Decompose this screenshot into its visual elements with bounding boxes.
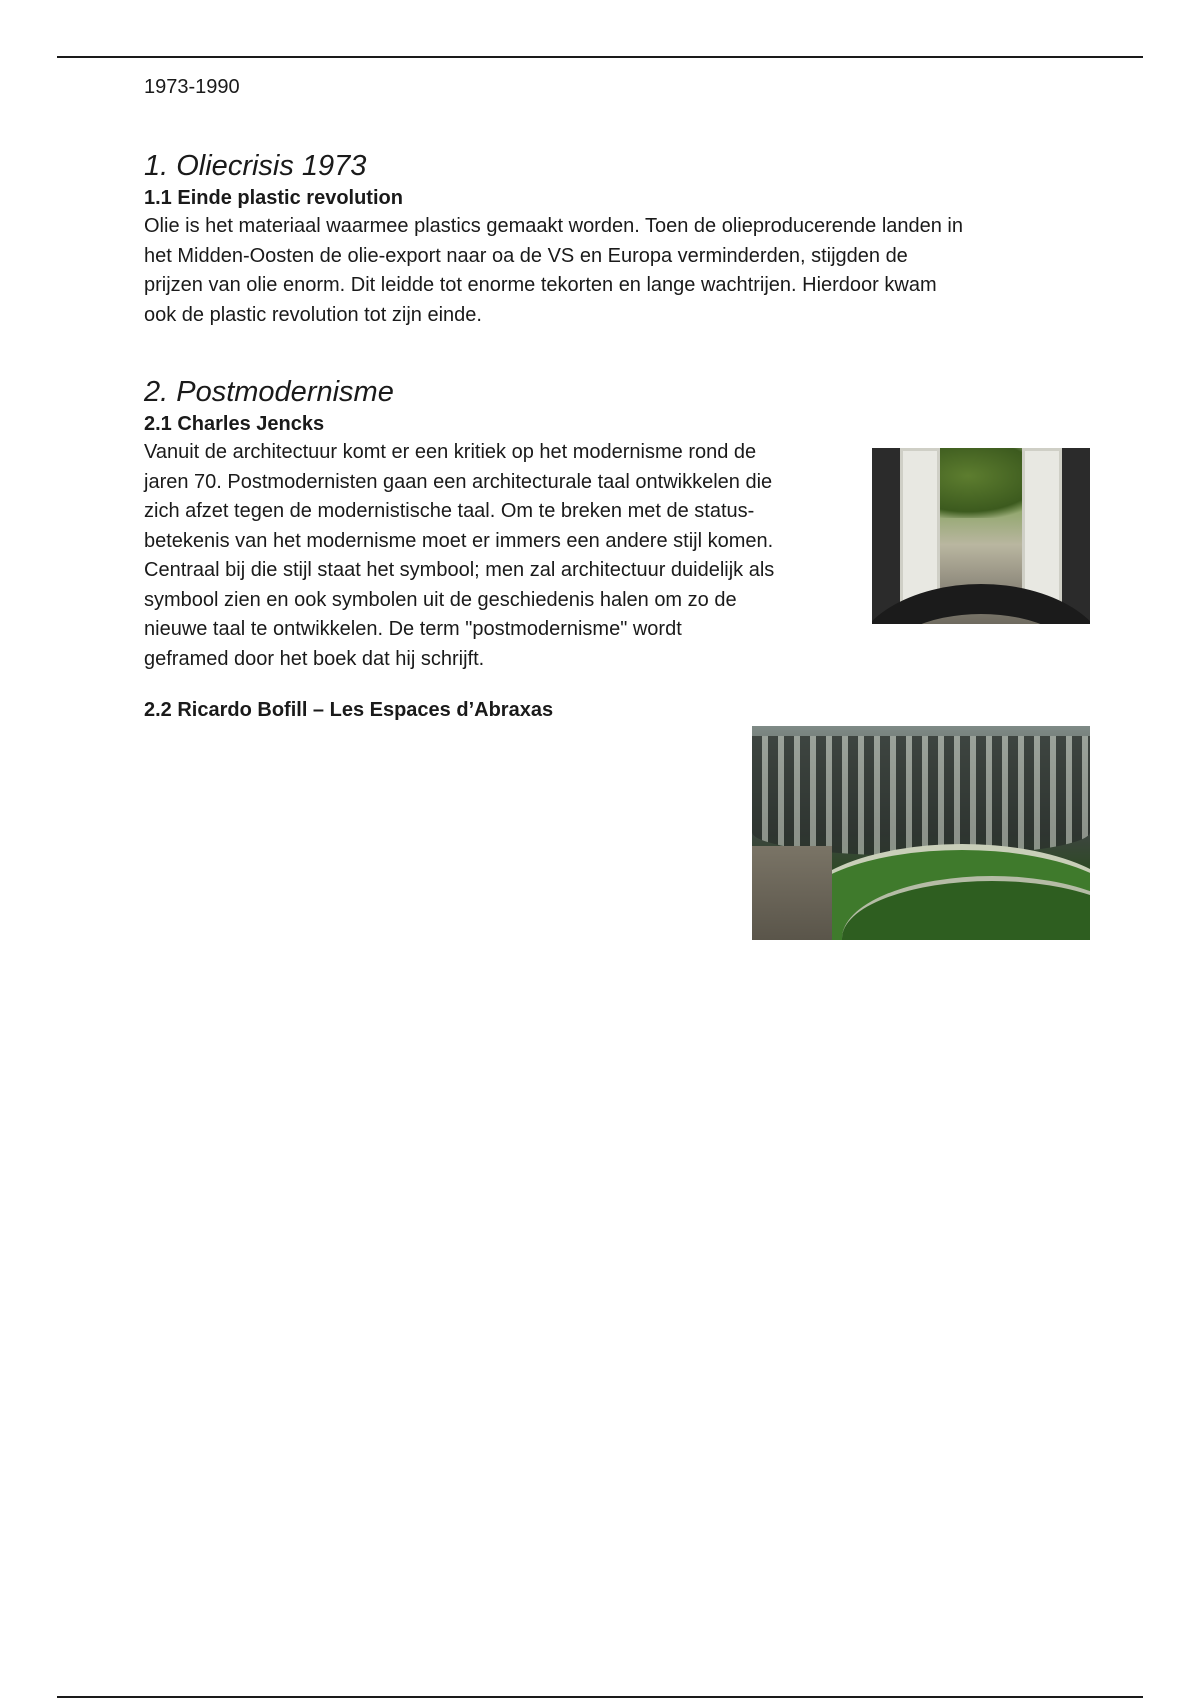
header-date-range: 1973-1990 bbox=[144, 76, 240, 98]
text-line: prijzen van olie enorm. Dit leidde tot enorme tekorten en lange wachtrijen. Hierdoor kwam bbox=[144, 274, 937, 296]
subsection-1-1-text bbox=[144, 212, 1094, 330]
section-postmodernisme bbox=[144, 374, 1094, 724]
text-line: het Midden-Oosten de olie-export naar oa de VS en Europa verminderden, stijgden de bbox=[144, 244, 908, 267]
text-line: Centraal bij die stijl staat het symbool; men zal architectuur duidelijk als bbox=[144, 559, 775, 581]
subsection-1-1-heading: 1.1 Einde plastic revolution bbox=[144, 187, 403, 209]
garden-door-photo bbox=[872, 448, 1090, 624]
text-line: jaren 70. Postmodernisten gaan een architecturale taal ontwikkelen die bbox=[144, 470, 773, 493]
text-line: zich afzet tegen de modernistische taal. Om te breken met de status- bbox=[144, 500, 755, 522]
top-rule bbox=[57, 56, 1143, 58]
subsection-2-1-text bbox=[144, 438, 864, 674]
subsection-2-2-heading: 2.2 Ricardo Bofill – Les Espaces d’Abraxas bbox=[144, 699, 554, 721]
text-line: Vanuit de architectuur komt er een kritiek op het modernisme rond de bbox=[144, 441, 757, 463]
section-oliecrisis bbox=[144, 148, 1094, 330]
jencks-block bbox=[144, 438, 1094, 674]
text-line: betekenis van het modernisme moet er immers een andere stijl komen. bbox=[144, 529, 774, 552]
text-line: nieuwe taal te ontwikkelen. De term "postmodernisme" wordt bbox=[144, 618, 682, 640]
bottom-rule bbox=[57, 1696, 1143, 1698]
section-2-heading: 2. Postmodernisme bbox=[144, 376, 394, 408]
text-line: ook de plastic revolution tot zijn einde. bbox=[144, 303, 482, 326]
text-line: geframed door het boek dat hij schrijft. bbox=[144, 647, 485, 670]
abraxas-building-photo bbox=[752, 726, 1090, 940]
section-1-heading: 1. Oliecrisis 1973 bbox=[144, 150, 367, 182]
text-line: Olie is het materiaal waarmee plastics gemaakt worden. Toen de olieproducerende landen in bbox=[144, 215, 963, 237]
document-page bbox=[144, 72, 1094, 724]
text-line: symbool zien en ook symbolen uit de geschiedenis halen om zo de bbox=[144, 588, 737, 611]
subsection-2-1-heading: 2.1 Charles Jencks bbox=[144, 413, 325, 435]
